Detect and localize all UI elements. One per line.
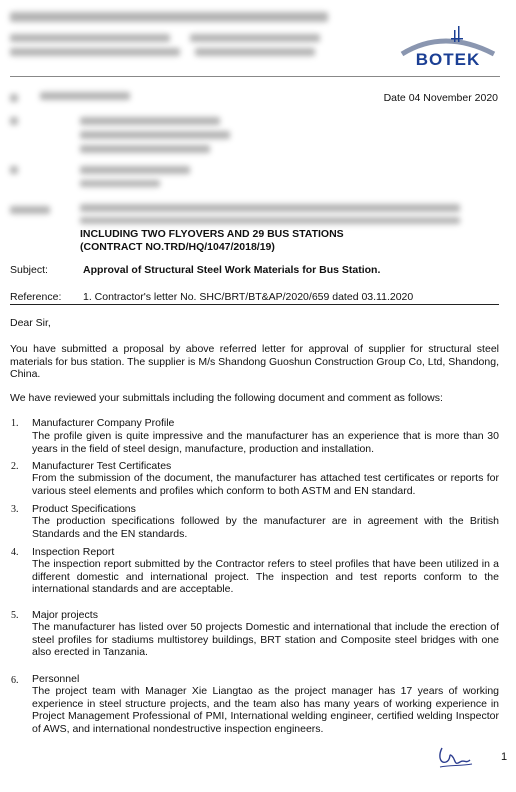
redacted-attention-line — [80, 166, 190, 174]
reference-rule — [10, 304, 499, 305]
logo-text: BOTEK — [415, 50, 481, 69]
redacted-project-line — [80, 217, 460, 224]
item-body: The manufacturer has listed over 50 projects Domestic and international that include the erection of steel profiles for stadiums multistorey buildings, BRT station and Composite steel bridges with one also erected in Tanzania. — [32, 621, 499, 658]
item-body: The production specifications followed by the manufacturer are in agreement with the British Standards and the EN standards. — [32, 515, 499, 540]
item-title: Inspection Report — [32, 546, 115, 558]
header-rule — [10, 76, 500, 77]
reference-text: 1. Contractor's letter No. SHC/BRT/BT&AP/2020/659 dated 03.11.2020 — [83, 291, 414, 303]
redacted-letterhead-line — [195, 48, 315, 56]
item-body: The project team with Manager Xie Liangtao as the project manager has 17 years of working experience in steel structure projects, and the team also has many years of working experience in Project Management Professional of PMI, International welding engineer, certified welding Inspector of AWS, and international nondestructive inspection engineers. — [32, 685, 499, 735]
item-body: From the submission of the document, the manufacturer has attached test certificates or reports for various steel elements and profiles which conform to both ASTM and EN standard. — [32, 472, 499, 497]
item-body: The profile given is quite impressive and the manufacturer has an experience that is more than 30 years in the field of steel design, manufacture, production and installation. — [32, 430, 499, 455]
item-number: 6. — [11, 675, 19, 686]
item-number: 4. — [11, 547, 19, 558]
reference-label: Reference: — [10, 291, 62, 303]
redacted-address-marker — [10, 117, 18, 125]
item-title: Major projects — [32, 609, 98, 621]
redacted-attention-marker — [10, 166, 18, 174]
item-number: 3. — [11, 504, 19, 515]
botek-logo — [394, 24, 502, 72]
signature-icon — [436, 742, 476, 772]
page-number: 1 — [501, 751, 508, 763]
redacted-address-line — [80, 131, 230, 139]
project-line: INCLUDING TWO FLYOVERS AND 29 BUS STATIONS — [80, 228, 344, 240]
item-title: Product Specifications — [32, 503, 136, 515]
item-number: 1. — [11, 418, 19, 429]
review-paragraph: We have reviewed your submittals including the following document and comment as follows: — [10, 392, 443, 404]
item-title: Personnel — [32, 673, 80, 685]
intro-paragraph: You have submitted a proposal by above referred letter for approval of supplier for structural steel materials for bus station. The supplier is M/s Shandong Guoshun Construction Group Co, Ltd, Shandong, China. — [10, 343, 499, 380]
subject-text: Approval of Structural Steel Work Materials for Bus Station. — [83, 264, 381, 276]
redacted-letterhead-line — [10, 12, 328, 22]
salutation: Dear Sir, — [10, 317, 51, 329]
redacted-address-line — [80, 117, 220, 125]
letter-date: Date 04 November 2020 — [383, 92, 498, 104]
redacted-project-line — [80, 204, 460, 212]
redacted-project-label — [10, 206, 50, 214]
item-title: Manufacturer Test Certificates — [32, 460, 172, 472]
redacted-attention-line — [80, 180, 160, 187]
item-number: 2. — [11, 461, 19, 472]
redacted-letterhead-line — [10, 34, 170, 42]
redacted-address-line — [80, 145, 210, 153]
signature-initials — [436, 742, 476, 772]
redacted-address-line — [40, 92, 130, 100]
item-number: 5. — [11, 610, 19, 621]
redacted-letterhead-line — [10, 48, 180, 56]
redacted-letterhead-line — [190, 34, 320, 42]
redacted-address-marker — [10, 94, 18, 102]
contract-number: (CONTRACT NO.TRD/HQ/1047/2018/19) — [80, 241, 275, 253]
subject-label: Subject: — [10, 264, 48, 276]
item-title: Manufacturer Company Profile — [32, 417, 175, 429]
item-body: The inspection report submitted by the Contractor refers to steel profiles that have been utilized in a different domestic and international project. The inspection and test reports conform to the international standards and are acceptable. — [32, 558, 499, 595]
